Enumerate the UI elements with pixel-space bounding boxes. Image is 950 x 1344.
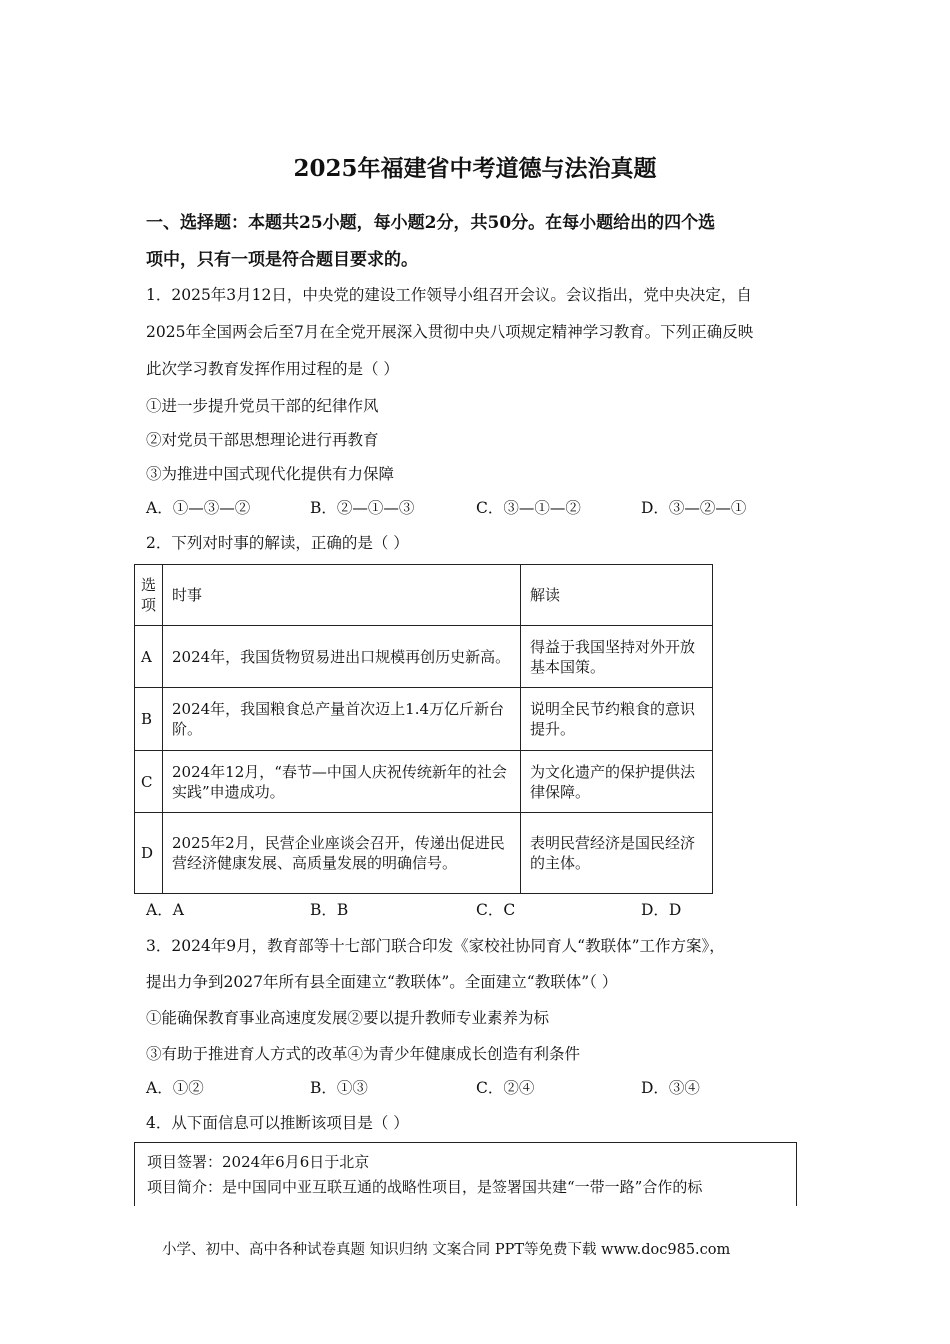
row-option: B: [135, 688, 163, 751]
q2-option-d: D．D: [641, 901, 682, 919]
header-option: 选项: [135, 565, 163, 626]
row-event: 2025年2月，民营企业座谈会召开，传递出促进民营经济健康发展、高质量发展的明确信号。: [163, 813, 521, 894]
row-option: A: [135, 626, 163, 688]
row-event: 2024年，我国货物贸易进出口规模再创历史新高。: [163, 626, 521, 688]
q4-info-line-1: 项目签署：2024年6月6日于北京: [147, 1153, 370, 1171]
q1-item-2: ②对党员干部思想理论进行再教育: [146, 431, 379, 449]
header-reading: 解读: [521, 565, 713, 626]
row-reading: 得益于我国坚持对外开放基本国策。: [521, 626, 713, 688]
section-heading-line-1: 一、选择题：本题共25小题，每小题2分，共50分。在每小题给出的四个选: [146, 213, 716, 233]
q1-item-1: ①进一步提升党员干部的纪律作风: [146, 397, 379, 415]
row-option: D: [135, 813, 163, 894]
row-event: 2024年12月，“春节—中国人庆祝传统新年的社会实践”申遗成功。: [163, 751, 521, 813]
q1-option-a: A．①—③—②: [146, 499, 251, 517]
q1-option-b: B．②—①—③: [310, 499, 415, 517]
table-row: [135, 626, 713, 688]
q3-item-line-2: ③有助于推进育人方式的改革④为青少年健康成长创造有利条件: [146, 1045, 581, 1063]
page-footer: 小学、初中、高中各种试卷真题 知识归纳 文案合同 PPT等免费下载 www.doc985.com: [162, 1242, 731, 1258]
q4-info-box: [134, 1142, 797, 1206]
row-event: 2024年，我国粮食总产量首次迈上1.4万亿斤新台阶。: [163, 688, 521, 751]
row-reading: 表明民营经济是国民经济的主体。: [521, 813, 713, 894]
q1-item-3: ③为推进中国式现代化提供有力保障: [146, 465, 395, 483]
q3-option-b: B．①③: [310, 1079, 368, 1097]
row-option: C: [135, 751, 163, 813]
q2-option-c: C．C: [476, 901, 516, 919]
q3-stem-line-1: 3．2024年9月，教育部等十七部门联合印发《家校社协同育人“教联体”工作方案》，: [146, 937, 725, 955]
q1-option-d: D．③—②—①: [641, 499, 747, 517]
page-title: 2025年福建省中考道德与法治真题: [293, 155, 657, 182]
q2-stem: 2．下列对时事的解读，正确的是（ ）: [146, 534, 409, 552]
q3-option-d: D．③④: [641, 1079, 700, 1097]
q1-stem-line-3: 此次学习教育发挥作用过程的是（ ）: [146, 360, 399, 378]
q2-option-b: B．B: [310, 901, 349, 919]
q2-table: [134, 564, 713, 894]
q1-stem-line-2: 2025年全国两会后至7月在全党开展深入贯彻中央八项规定精神学习教育。下列正确反映: [146, 323, 754, 341]
q3-item-line-1: ①能确保教育事业高速度发展②要以提升教师专业素养为标: [146, 1009, 550, 1027]
q2-option-a: A．A: [146, 901, 184, 919]
table-row: [135, 688, 713, 751]
q3-stem-line-2: 提出力争到2027年所有县全面建立“教联体”。全面建立“教联体”（ ）: [146, 973, 618, 991]
q4-info-line-2: 项目简介：是中国同中亚互联互通的战略性项目，是签署国共建“一带一路”合作的标: [147, 1178, 703, 1196]
table-header-row: [135, 565, 713, 626]
row-reading: 为文化遗产的保护提供法律保障。: [521, 751, 713, 813]
header-event: 时事: [163, 565, 521, 626]
table-row: [135, 751, 713, 813]
row-reading: 说明全民节约粮食的意识提升。: [521, 688, 713, 751]
q3-option-c: C．②④: [476, 1079, 535, 1097]
q1-stem-line-1: 1．2025年3月12日，中央党的建设工作领导小组召开会议。会议指出，党中央决定，自: [146, 286, 752, 304]
q1-option-c: C．③—①—②: [476, 499, 581, 517]
q3-option-a: A．①②: [146, 1079, 204, 1097]
q4-stem: 4．从下面信息可以推断该项目是（ ）: [146, 1114, 409, 1132]
table-row: [135, 813, 713, 894]
section-heading-line-2: 项中，只有一项是符合题目要求的。: [146, 250, 418, 270]
